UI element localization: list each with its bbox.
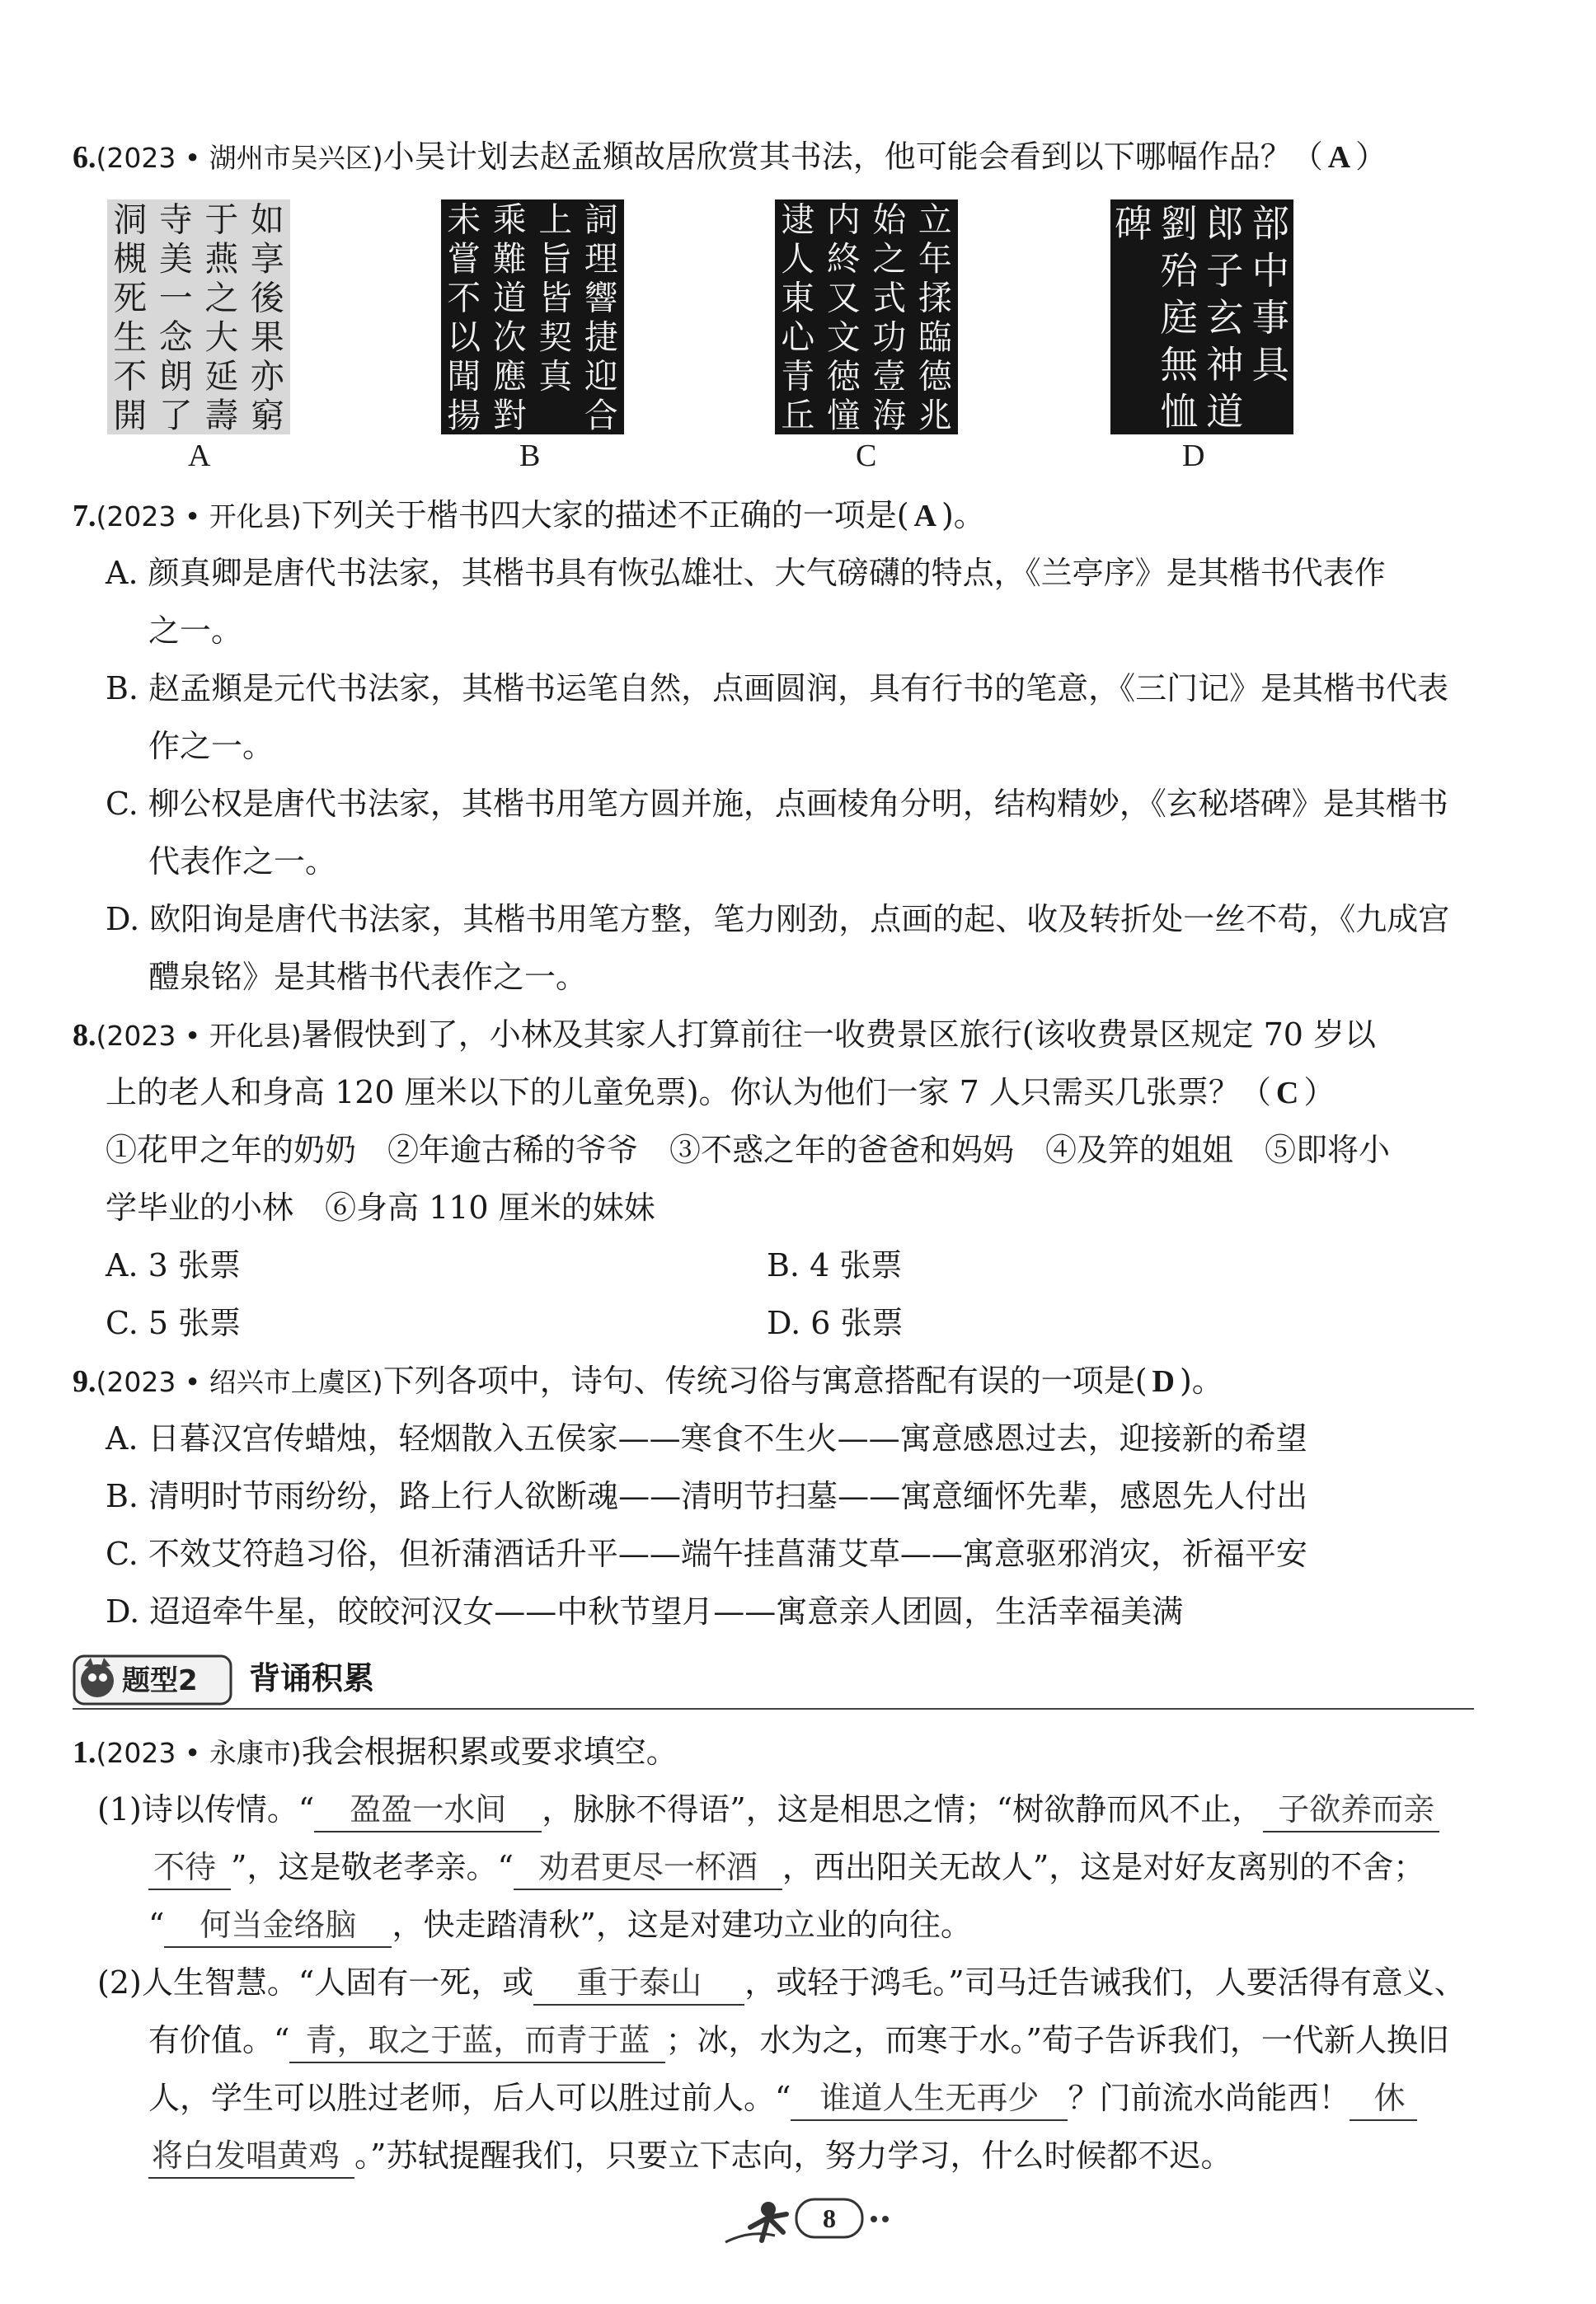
q8-stem: 8.(2023 • 开化县)暑假快到了，小林及其家人打算前往一收费景区旅行(该收费景区规定 70 岁以	[73, 1016, 1377, 1053]
calligraphy-image-b	[441, 199, 624, 434]
s1-part2-line4: 将白发唱黄鸡 。”苏轼提醒我们，只要立下志向，努力学习，什么时候都不迟。	[148, 2131, 1232, 2180]
calligraphy-char: 享	[250, 238, 284, 279]
s1-part2-line1: (2)人生智慧。“人固有一死，或 重于泰山 ，或轻于鸿毛。”司马迁告诫我们，人要活得有意义、	[97, 1958, 1466, 2007]
calligraphy-char: 之	[872, 238, 907, 279]
q7-option-b: B. 赵孟頫是元代书法家，其楷书运笔自然，点画圆润，具有行书的笔意，《三门记》是其楷书代表	[106, 670, 1449, 706]
image-label-c: C	[856, 439, 877, 473]
blank-answer: 何当金络脑	[164, 1903, 392, 1948]
calligraphy-char: 對	[492, 395, 527, 434]
image-label-d: D	[1182, 439, 1205, 473]
calligraphy-char: 徳	[826, 356, 861, 397]
calligraphy-char: 念	[158, 317, 193, 357]
q9-option-a: A. 日暮汉宫传蜡烛，轻烟散入五侯家——寒食不生火——寓意感恩过去，迎接新的希望	[106, 1420, 1307, 1457]
calligraphy-char: 壽	[204, 395, 239, 434]
calligraphy-char: 丘	[781, 395, 815, 434]
q9-option-c: C. 不效艾符趋习俗，但祈蒲酒话升平——端午挂菖蒲艾草——寓意驱邪消灾，祈福平安	[106, 1536, 1307, 1572]
q8-option-c: C. 5 张票	[106, 1305, 242, 1341]
calligraphy-char: 延	[204, 356, 239, 397]
q7-option-b-cont: 作之一。	[148, 728, 275, 764]
calligraphy-char: 死	[113, 278, 148, 318]
calligraphy-char: 響	[584, 278, 618, 318]
q6-number: 6.	[73, 140, 96, 175]
q8-stem-cont: 上的老人和身高 120 厘米以下的儿童免票)。你认为他们一家 7 人只需买几张票？（ C ）	[106, 1074, 1335, 1110]
blank-answer: 谁道人生无再少	[791, 2076, 1068, 2121]
image-label-a: A	[188, 439, 211, 473]
blank-answer: 休	[1350, 2076, 1417, 2121]
calligraphy-char: 窮	[250, 395, 284, 434]
blank-answer: 重于泰山	[533, 1961, 744, 2006]
q9-answer: D	[1152, 1364, 1175, 1399]
calligraphy-char: 立	[918, 199, 952, 240]
section-badge-label: 题型2	[122, 1664, 198, 1697]
calligraphy-char: 德	[918, 356, 952, 397]
mascot-icon	[81, 1664, 114, 1697]
s1-part1-line3: “ 何当金络脑 ，快走踏清秋”，这是对建功立业的向往。	[148, 1900, 972, 1950]
calligraphy-char: 終	[826, 238, 861, 279]
calligraphy-char: 憧	[826, 395, 861, 434]
calligraphy-char: 道	[1205, 389, 1244, 434]
calligraphy-char: 難	[492, 238, 527, 279]
calligraphy-char: 理	[584, 238, 618, 279]
q9-stem: 9.(2023 • 绍兴市上虞区)下列各项中，诗句、传统习俗与寓意搭配有误的一项是( D )。	[73, 1363, 1223, 1399]
blank-answer: 不待	[148, 1846, 231, 1890]
calligraphy-char: 不	[447, 278, 481, 318]
calligraphy-char: 劉	[1160, 201, 1199, 246]
blank-answer: 劝君更尽一杯酒	[514, 1846, 782, 1890]
q7-option-a-cont: 之一。	[148, 612, 243, 649]
calligraphy-char: 碑	[1114, 201, 1152, 246]
calligraphy-char: 逮	[781, 199, 815, 240]
calligraphy-char: 應	[492, 356, 527, 397]
s1-part1-line2: 不待 ”，这是敬老孝亲。“ 劝君更尽一杯酒 ，西出阳关无故人”，这是对好友离别的不舍；	[148, 1842, 1425, 1892]
calligraphy-char: 事	[1251, 295, 1290, 340]
q7-option-c: C. 柳公权是唐代书法家，其楷书用笔方圆并施，点画棱角分明，结构精妙，《玄秘塔碑》是其楷书	[106, 786, 1448, 822]
calligraphy-char: 一	[158, 278, 193, 318]
q9-option-b: B. 清明时节雨纷纷，路上行人欲断魂——清明节扫墓——寓意缅怀先辈，感恩先人付出	[106, 1478, 1308, 1514]
calligraphy-char: 心	[781, 317, 815, 357]
calligraphy-char: 兆	[918, 395, 952, 434]
calligraphy-char: 生	[113, 317, 148, 357]
calligraphy-char: 不	[113, 356, 148, 397]
calligraphy-char: 之	[204, 278, 239, 318]
calligraphy-char: 臨	[918, 317, 952, 357]
calligraphy-char: 槻	[113, 238, 148, 279]
q6-text: 小吴计划去赵孟頫故居欣赏其书法，他可能会看到以下哪幅作品？（	[383, 138, 1323, 175]
calligraphy-char: 乘	[492, 199, 527, 240]
calligraphy-char: 海	[872, 395, 907, 434]
calligraphy-char: 皆	[538, 278, 573, 318]
q7-option-d: D. 欧阳询是唐代书法家，其楷书用笔方整，笔力刚劲，点画的起、收及转折处一丝不苟，《九成宫	[106, 901, 1450, 937]
q8-answer: C	[1275, 1076, 1299, 1110]
calligraphy-char: 恤	[1160, 389, 1199, 434]
page-number-badge	[717, 2184, 932, 2259]
blank-answer: 子欲养而亲	[1263, 1788, 1439, 1832]
q6-stem: 6.(2023 • 湖州市吴兴区)小吴计划去赵孟頫故居欣赏其书法，他可能会看到以下哪幅作品？（ A ）	[73, 138, 1387, 175]
q7-option-c-cont: 代表作之一。	[148, 843, 337, 880]
calligraphy-image-c	[775, 199, 958, 434]
calligraphy-char: 了	[158, 395, 193, 434]
q7-option-d-cont: 醴泉铭》是其楷书代表作之一。	[148, 959, 588, 995]
calligraphy-char: 中	[1251, 248, 1290, 293]
calligraphy-char: 聞	[447, 356, 481, 397]
q8-option-b: B. 4 张票	[767, 1247, 903, 1283]
calligraphy-char: 亦	[250, 356, 284, 397]
q8-items: ①花甲之年的奶奶 ②年逾古稀的爷爷 ③不惑之年的爸爸和妈妈 ④及笄的姐姐 ⑤即将小	[106, 1132, 1391, 1168]
calligraphy-char: 人	[781, 238, 815, 279]
calligraphy-char: 部	[1251, 201, 1290, 246]
calligraphy-char: 開	[113, 395, 148, 434]
calligraphy-char: 殆	[1160, 248, 1199, 293]
calligraphy-char: 捷	[584, 317, 618, 357]
q7-stem: 7.(2023 • 开化县)下列关于楷书四大家的描述不正确的一项是( A )。	[73, 497, 985, 533]
q8-items-cont: 学毕业的小林 ⑥身高 110 厘米的妹妹	[106, 1190, 655, 1226]
section-divider	[73, 1708, 1474, 1710]
calligraphy-char: 合	[584, 395, 618, 434]
blank-answer: 将白发唱黄鸡	[148, 2134, 354, 2179]
calligraphy-char: 燕	[204, 238, 239, 279]
calligraphy-char: 式	[872, 278, 907, 318]
calligraphy-char: 玄	[1205, 295, 1244, 340]
q6-answer: A	[1327, 140, 1351, 175]
calligraphy-char: 朗	[158, 356, 193, 397]
calligraphy-char: 美	[158, 238, 193, 279]
calligraphy-char: 後	[250, 278, 284, 318]
calligraphy-char: 詞	[584, 199, 618, 240]
calligraphy-char: 又	[826, 278, 861, 318]
q7-answer: A	[913, 499, 936, 533]
calligraphy-char: 迎	[584, 356, 618, 397]
calligraphy-char: 郎	[1205, 201, 1244, 246]
calligraphy-char: 揚	[447, 395, 481, 434]
blank-answer: 青，取之于蓝，而青于蓝	[289, 2019, 665, 2063]
calligraphy-char: 始	[872, 199, 907, 240]
calligraphy-char: 無	[1160, 342, 1199, 387]
calligraphy-char: 功	[872, 317, 907, 357]
calligraphy-char: 道	[492, 278, 527, 318]
q9-option-d: D. 迢迢牵牛星，皎皎河汉女——中秋节望月——寓意亲人团圆，生活幸福美满	[106, 1593, 1184, 1630]
calligraphy-char: 寺	[158, 199, 193, 240]
calligraphy-char: 果	[250, 317, 284, 357]
calligraphy-char: 年	[918, 238, 952, 279]
calligraphy-char: 于	[204, 199, 239, 240]
calligraphy-char: 真	[538, 356, 573, 397]
calligraphy-char: 未	[447, 199, 481, 240]
calligraphy-char: 上	[538, 199, 573, 240]
calligraphy-char: 嘗	[447, 238, 481, 279]
s1-stem: 1.(2023 • 永康市)我会根据积累或要求填空。	[73, 1734, 678, 1770]
calligraphy-char: 次	[492, 317, 527, 357]
section-badge	[73, 1651, 234, 1709]
calligraphy-char: 以	[447, 317, 481, 357]
calligraphy-char: 東	[781, 278, 815, 318]
calligraphy-char: 神	[1205, 342, 1244, 387]
calligraphy-char: 庭	[1160, 295, 1199, 340]
calligraphy-char: 具	[1251, 342, 1290, 387]
q7-option-a: A. 颜真卿是唐代书法家，其楷书具有恢弘雄壮、大气磅礴的特点，《兰亭序》是其楷书代表作	[106, 555, 1386, 591]
blank-answer: 盈盈一水间	[314, 1788, 542, 1832]
section-title: 背诵积累	[249, 1660, 375, 1696]
calligraphy-char: 如	[250, 199, 284, 240]
q8-option-d: D. 6 张票	[767, 1305, 904, 1341]
q8-option-a: A. 3 张票	[106, 1247, 241, 1283]
calligraphy-char: 文	[826, 317, 861, 357]
calligraphy-char: 洞	[113, 199, 148, 240]
calligraphy-char: 壹	[872, 356, 907, 397]
calligraphy-image-a	[107, 199, 290, 434]
calligraphy-char: 子	[1205, 248, 1244, 293]
s1-part2-line2: 有价值。“ 青，取之于蓝，而青于蓝 ；冰，水为之，而寒于水。”荀子告诉我们，一代新人换旧	[148, 2015, 1449, 2065]
calligraphy-char: 青	[781, 356, 815, 397]
calligraphy-image-d	[1110, 199, 1293, 434]
q6-source: (2023 • 湖州市吴兴区)	[96, 142, 383, 174]
calligraphy-char: 契	[538, 317, 573, 357]
s1-part2-line3: 人，学生可以胜过老师，后人可以胜过前人。“ 谁道人生无再少 ？门前流水尚能西！ 休	[148, 2073, 1417, 2123]
calligraphy-char: 旨	[538, 238, 573, 279]
calligraphy-char: 揉	[918, 278, 952, 318]
calligraphy-char: 大	[204, 317, 239, 357]
page-number: 8	[823, 2203, 836, 2233]
s1-part1-line1: (1)诗以传情。“ 盈盈一水间 ，脉脉不得语”，这是相思之情；“树欲静而风不止， 子欲养而亲	[97, 1785, 1439, 1834]
image-label-b: B	[519, 439, 541, 473]
calligraphy-char: 内	[826, 199, 861, 240]
